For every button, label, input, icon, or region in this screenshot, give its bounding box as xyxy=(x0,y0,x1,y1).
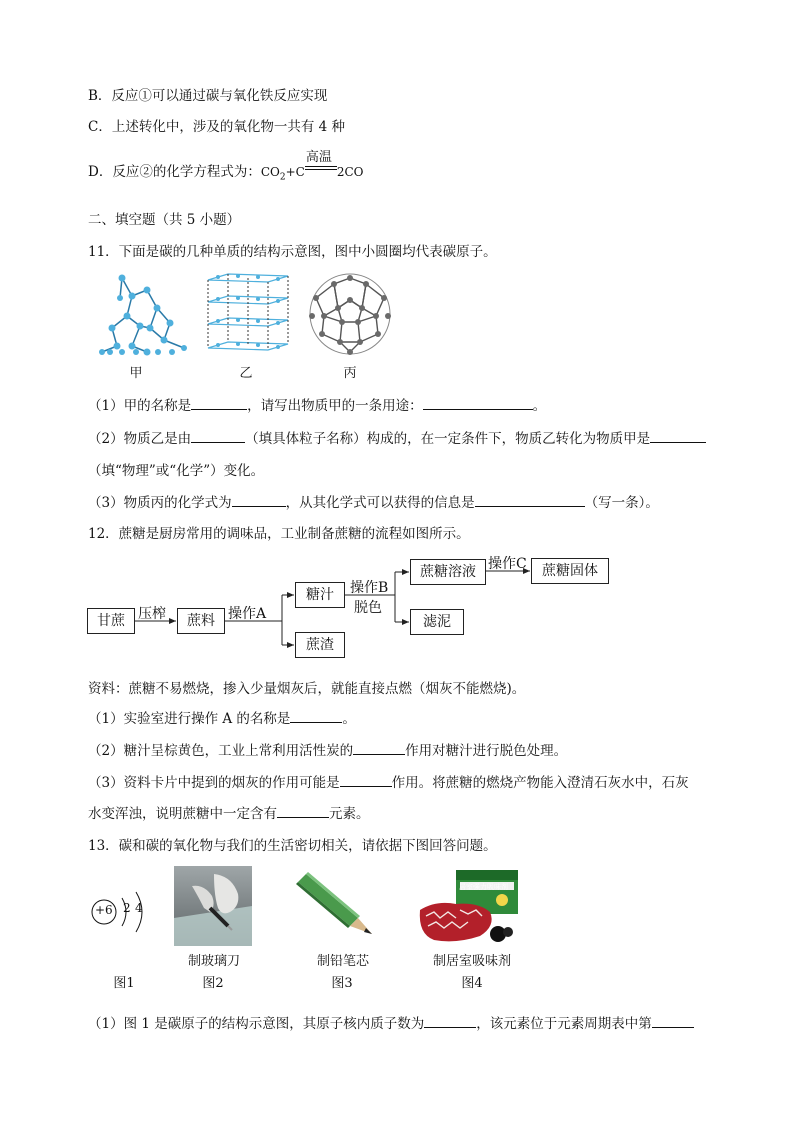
q11-part3: （3）物质丙的化学式为 ，从其化学式可以获得的信息是 （写一条）。 xyxy=(88,495,659,511)
q11-stem: 11．下面是碳的几种单质的结构示意图，图中小圆圈均代表碳原子。 xyxy=(88,244,497,260)
deodorizer-image xyxy=(416,866,526,946)
q12-part3: （3）资料卡片中提到的烟灰的作用可能是 作用。将蔗糖的燃烧产物能入澄清石灰水中，石灰 xyxy=(88,775,689,791)
atom-nucleus: +6 xyxy=(95,903,113,917)
flow-label-op-b: 操作B xyxy=(350,580,389,596)
q12-part3-line2: 水变浑浊，说明蔗糖中一定含有 元素。 xyxy=(88,806,370,822)
q12-part1: （1）实验室进行操作 A 的名称是 。 xyxy=(88,711,356,727)
fig-label-2: 图2 xyxy=(202,976,224,991)
caption-glass-cutter: 制玻璃刀 xyxy=(187,954,240,969)
caption-pencil: 制铅笔芯 xyxy=(316,954,369,969)
q13-stem: 13．碳和碳的氧化物与我们的生活密切相关，请依据下图回答问题。 xyxy=(88,838,497,854)
answer-blank[interactable] xyxy=(652,1015,694,1028)
equation: $CO_2+C$ 高温 2CO xyxy=(260,150,364,183)
atom-shell-1: 2 xyxy=(123,901,131,915)
flow-box-zheliao: 蔗料 xyxy=(177,608,225,634)
q11-part2-line2: （填“物理”或“化学”）变化。 xyxy=(88,463,265,479)
label-jia: 甲 xyxy=(129,366,143,381)
deodorizer-box-text: 居室强力吸味剂 xyxy=(459,883,508,891)
q11-part1: （1）甲的名称是 ，请写出物质甲的一条用途： 。 xyxy=(88,398,547,414)
flow-label-op-c: 操作C xyxy=(488,556,527,572)
flow-box-zhezha: 蔗渣 xyxy=(295,632,345,658)
reaction-condition: 高温 xyxy=(305,162,337,176)
option-d-prefix: D．反应②的化学方程式为： xyxy=(88,164,261,180)
flow-box-luni: 滤泥 xyxy=(410,609,464,635)
label-bing: 丙 xyxy=(343,366,357,381)
q12-stem: 12．蔗糖是厨房常用的调味品，工业制备蔗糖的流程如图所示。 xyxy=(88,526,470,542)
flow-box-tangzhi: 糖汁 xyxy=(295,582,345,608)
flow-box-rongye: 蔗糖溶液 xyxy=(410,559,486,585)
section-title: 二、填空题（共 5 小题） xyxy=(88,212,241,228)
option-b: B．反应①可以通过碳与氧化铁反应实现 xyxy=(88,88,328,104)
flow-label-op-a: 操作A xyxy=(228,606,267,622)
flow-label-yazha: 压榨 xyxy=(138,606,166,622)
pencil-image xyxy=(296,870,382,942)
answer-blank[interactable] xyxy=(340,774,392,787)
caption-deodorizer: 制居室吸味剂 xyxy=(432,954,511,969)
atom-shell-2: 4 xyxy=(135,901,143,915)
answer-blank[interactable] xyxy=(353,742,405,755)
flow-box-guti: 蔗糖固体 xyxy=(531,558,609,584)
fig-label-1: 图1 xyxy=(113,976,135,991)
q12-info: 资料：蔗糖不易燃烧，掺入少量烟灰后，就能直接点燃（烟灰不能燃烧)。 xyxy=(88,681,526,697)
answer-blank[interactable] xyxy=(277,805,329,818)
glass-cutter-photo xyxy=(174,866,252,946)
q11-part2: （2）物质乙是由 （填具体粒子名称）构成的，在一定条件下，物质乙转化为物质甲是 xyxy=(88,427,706,447)
fig-label-3: 图3 xyxy=(331,976,353,991)
label-yi: 乙 xyxy=(239,366,253,381)
flow-box-ganzhe: 甘蔗 xyxy=(87,608,135,634)
q13-part1: （1）图 1 是碳原子的结构示意图，其原子核内质子数为 ，该元素位于元素周期表中第 xyxy=(88,1012,694,1032)
answer-blank[interactable] xyxy=(424,1015,476,1028)
flow-label-tuose: 脱色 xyxy=(354,600,382,616)
answer-blank[interactable] xyxy=(290,710,342,723)
fig-label-4: 图4 xyxy=(461,976,483,991)
option-c: C．上述转化中，涉及的氧化物一共有 4 种 xyxy=(88,119,346,135)
q12-part2: （2）糖汁呈棕黄色，工业上常利用活性炭的 作用对糖汁进行脱色处理。 xyxy=(88,743,568,759)
